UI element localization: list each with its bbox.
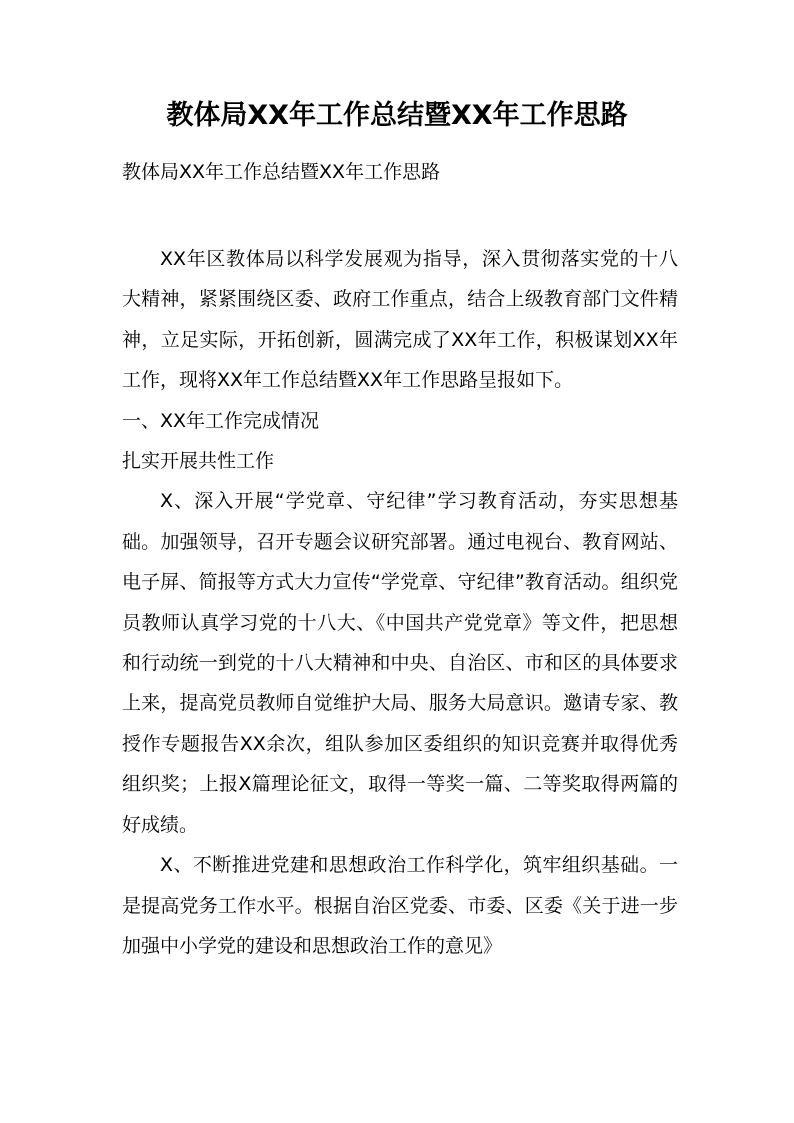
body-paragraph: X、深入开展“学党章、守纪律”学习教育活动，夯实思想基础。加强领导，召开专题会议研究部署。通过电视台、教育网站、电子屏、简报等方式大力宣传“学党章、守纪律”教育活动。组织党员教师认真学习党的十八大、《中国共产党党章》等文件，把思想和行动统一到党的十八大精神和中央、自治区、市和区的具体要求上来，提高党员教师自觉维护大局、服务大局意识。邀请专家、教授作专题报告XX余次，组队参加区委组织的知识竞赛并取得优秀组织奖；上报X篇理论征文，取得一等奖一篇、二等奖取得两篇的好成绩。 [122, 490, 678, 836]
subsection-heading: 扎实开展共性工作 [122, 450, 275, 473]
intro-paragraph: XX年区教体局以科学发展观为指导，深入贯彻落实党的十八大精神，紧紧围绕区委、政府工作重点，结合上级教育部门文件精神，立足实际，开拓创新，圆满完成了XX年工作，积极谋划XX年工作，现将XX年工作总结暨XX年工作思路呈报如下。 [122, 248, 678, 392]
document-body [122, 239, 678, 966]
body-paragraph: X、不断推进党建和思想政治工作科学化，筑牢组织基础。一是提高党务工作水平。根据自治区党委、市委、区委《关于进一步加强中小学党的建设和思想政治工作的意见》 [122, 854, 678, 957]
section-heading: 一、XX年工作完成情况 [122, 409, 320, 432]
document-title: 教体局XX年工作总结暨XX年工作思路 [166, 100, 628, 131]
document-subtitle: 教体局XX年工作总结暨XX年工作思路 [122, 161, 441, 183]
